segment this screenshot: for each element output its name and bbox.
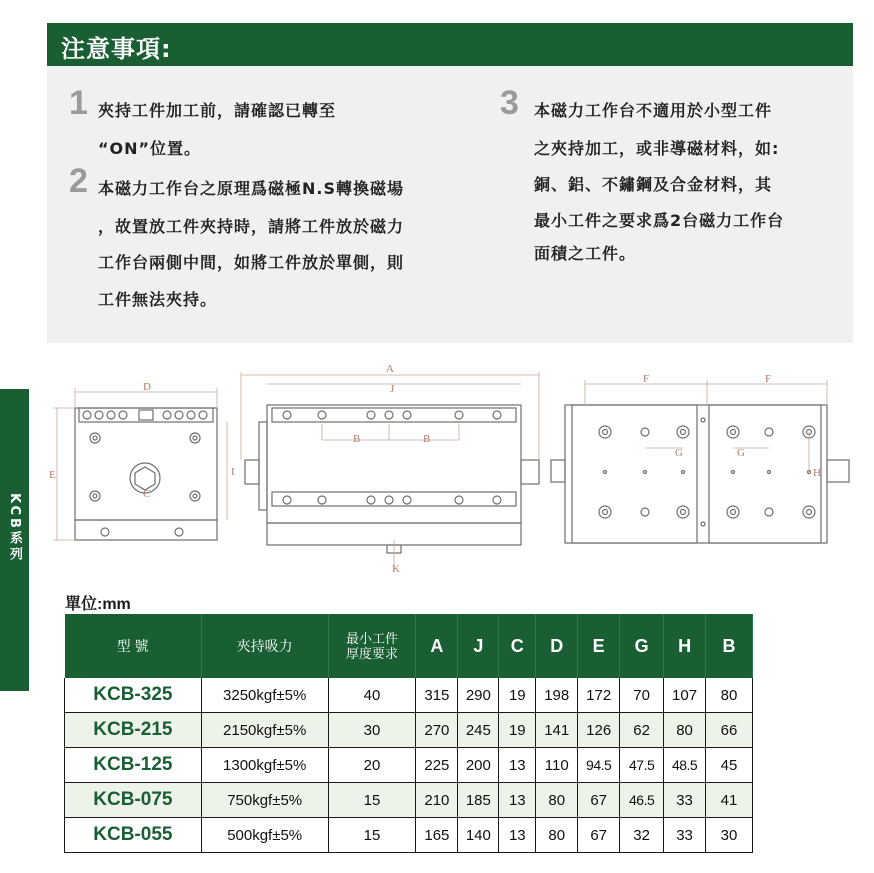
table-row: [65, 783, 753, 818]
technical-drawings: [47, 360, 853, 580]
cell-b: 30: [706, 818, 753, 853]
col-header-c: C: [499, 614, 536, 678]
dim-label-f2: F: [765, 373, 772, 385]
dim-label-b2: B: [423, 433, 431, 445]
page-title: 注意事項:: [61, 35, 172, 63]
cell-j: 140: [458, 818, 499, 853]
cell-force: 3250kgf±5%: [201, 678, 328, 713]
header-bar: [47, 23, 853, 66]
col-header-b: B: [706, 614, 753, 678]
cell-c: 13: [499, 783, 536, 818]
col-header-force: 夾持吸力: [201, 614, 328, 678]
col-header-j: J: [458, 614, 499, 678]
cell-e: 67: [578, 783, 620, 818]
note-line: 最小工件之要求爲2台磁力工作台: [534, 211, 785, 230]
dim-label-e: E: [49, 469, 56, 481]
cell-g: 32: [620, 818, 664, 853]
cell-force: 750kgf±5%: [201, 783, 328, 818]
cell-c: 19: [499, 678, 536, 713]
cell-d: 198: [536, 678, 578, 713]
cell-c: 13: [499, 748, 536, 783]
cell-h: 48.5: [664, 748, 706, 783]
note-line: 工件無法夾持。: [98, 290, 218, 309]
cell-b: 80: [706, 678, 753, 713]
cell-g: 70: [620, 678, 664, 713]
cell-d: 80: [536, 783, 578, 818]
dim-label-f1: F: [643, 373, 650, 385]
dim-label-k: K: [392, 563, 400, 575]
top-view: [551, 405, 849, 543]
cell-h: 80: [664, 713, 706, 748]
note-line: 銅、鋁、不鏽鋼及合金材料，其: [534, 175, 773, 194]
cell-min-thickness: 15: [328, 783, 416, 818]
cell-h: 33: [664, 783, 706, 818]
table-row: [65, 748, 753, 783]
note-number: 2: [69, 162, 88, 200]
cell-j: 245: [458, 713, 499, 748]
cell-a: 225: [416, 748, 458, 783]
col-header-e: E: [578, 614, 620, 678]
cell-c: 13: [499, 818, 536, 853]
cell-e: 126: [578, 713, 620, 748]
notes-panel: [47, 66, 853, 343]
front-view: [75, 408, 217, 540]
dim-label-a: A: [386, 363, 394, 375]
col-header-a: A: [416, 614, 458, 678]
cell-model: KCB-055: [65, 818, 202, 853]
cell-d: 141: [536, 713, 578, 748]
cell-c: 19: [499, 713, 536, 748]
cell-min-thickness: 40: [328, 678, 416, 713]
side-tab: [0, 389, 29, 691]
cell-model: KCB-075: [65, 783, 202, 818]
cell-min-thickness: 15: [328, 818, 416, 853]
col-header-g: G: [620, 614, 664, 678]
note-line: ，故置放工件夾持時，請將工件放於磁力: [98, 217, 405, 236]
table-row: [65, 818, 753, 853]
cell-force: 500kgf±5%: [201, 818, 328, 853]
cell-model: KCB-125: [65, 748, 202, 783]
dim-label-d: D: [143, 381, 151, 393]
note-line: 本磁力工作台不適用於小型工件: [534, 101, 773, 120]
note-line: 夾持工件加工前，請確認已轉至: [98, 101, 337, 120]
col-header-model: 型 號: [65, 614, 202, 678]
cell-e: 94.5: [578, 748, 620, 783]
cell-model: KCB-215: [65, 713, 202, 748]
col-header-h: H: [664, 614, 706, 678]
dim-label-b1: B: [353, 433, 361, 445]
unit-label: 單位:mm: [65, 596, 131, 613]
cell-a: 165: [416, 818, 458, 853]
col-header-d: D: [536, 614, 578, 678]
cell-e: 172: [578, 678, 620, 713]
note-line: 本磁力工作台之原理爲磁極N.S轉換磁場: [98, 179, 404, 198]
dim-label-g1: G: [675, 447, 683, 459]
cell-a: 315: [416, 678, 458, 713]
note-line: “ON”位置。: [98, 139, 202, 158]
note-line: 面積之工件。: [534, 244, 637, 263]
note-number: 3: [500, 84, 519, 122]
cell-b: 45: [706, 748, 753, 783]
cell-min-thickness: 20: [328, 748, 416, 783]
cell-g: 62: [620, 713, 664, 748]
spec-table: [64, 614, 753, 853]
cell-j: 290: [458, 678, 499, 713]
dim-label-g2: G: [737, 447, 745, 459]
note-number: 1: [69, 84, 88, 122]
dim-label-c: C: [143, 488, 151, 500]
dim-label-h: H: [813, 467, 821, 479]
col-header-min-thickness: 最小工件 厚度要求: [328, 614, 416, 678]
dim-label-i: I: [231, 466, 235, 478]
note-line: 之夾持加工，或非導磁材料，如:: [534, 139, 780, 158]
table-row: [65, 678, 753, 713]
cell-j: 185: [458, 783, 499, 818]
cell-h: 33: [664, 818, 706, 853]
cell-d: 80: [536, 818, 578, 853]
cell-min-thickness: 30: [328, 713, 416, 748]
cell-force: 2150kgf±5%: [201, 713, 328, 748]
cell-a: 210: [416, 783, 458, 818]
cell-g: 46.5: [620, 783, 664, 818]
cell-j: 200: [458, 748, 499, 783]
cell-force: 1300kgf±5%: [201, 748, 328, 783]
cell-d: 110: [536, 748, 578, 783]
cell-e: 67: [578, 818, 620, 853]
cell-h: 107: [664, 678, 706, 713]
table-row: [65, 713, 753, 748]
dim-label-j: J: [390, 383, 395, 395]
cell-b: 66: [706, 713, 753, 748]
table-header-row: [65, 614, 753, 678]
cell-model: KCB-325: [65, 678, 202, 713]
cell-a: 270: [416, 713, 458, 748]
cell-g: 47.5: [620, 748, 664, 783]
note-line: 工作台兩側中間，如將工件放於單側，則: [98, 253, 405, 272]
side-view: [245, 405, 539, 553]
cell-b: 41: [706, 783, 753, 818]
side-tab-label: KCB系列: [7, 493, 22, 563]
